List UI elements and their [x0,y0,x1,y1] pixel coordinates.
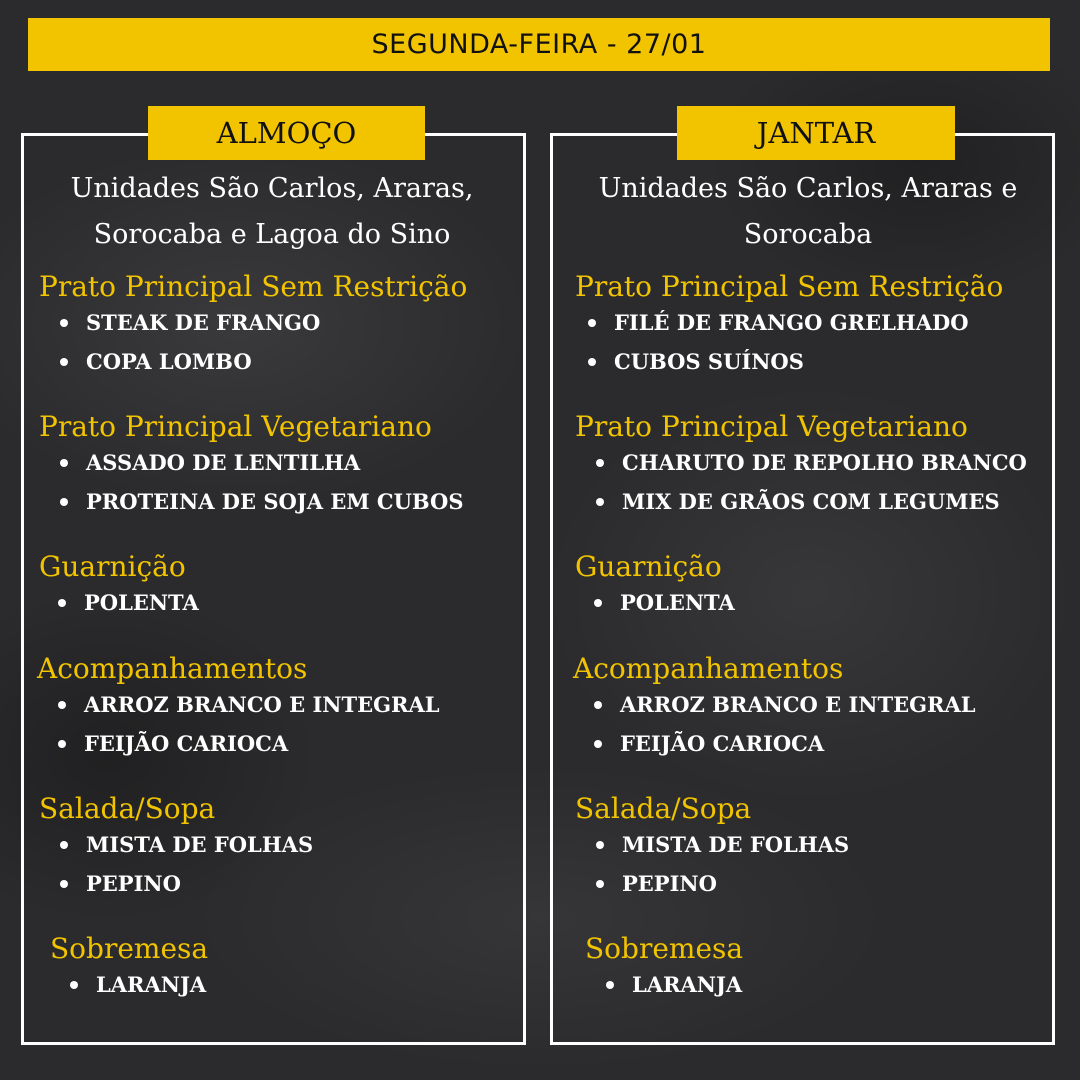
lunch-section-title: Sobremesa [50,932,209,965]
dinner-item [594,730,824,758]
lunch-item-text: FEIJÃO CARIOCA [84,731,289,756]
bullet-icon [606,981,614,989]
dinner-item-text: CHARUTO DE REPOLHO BRANCO [622,450,1027,475]
dinner-item-text: POLENTA [620,590,735,615]
lunch-item-text: ARROZ BRANCO E INTEGRAL [84,692,440,717]
dinner-item-text: MIX DE GRÃOS COM LEGUMES [622,489,1000,514]
bullet-icon [70,981,78,989]
bullet-icon [58,599,66,607]
bullet-icon [58,740,66,748]
bullet-icon [596,880,604,888]
bullet-icon [60,880,68,888]
bullet-icon [60,841,68,849]
dinner-item-text: CUBOS SUÍNOS [614,349,804,374]
lunch-item [60,488,464,516]
bullet-icon [60,459,68,467]
lunch-section-title: Acompanhamentos [37,652,308,685]
bullet-icon [594,701,602,709]
bullet-icon [588,319,596,327]
dinner-item [596,449,1027,477]
lunch-item-text: POLENTA [84,590,199,615]
dinner-section-title: Guarnição [575,550,722,583]
dinner-section-title: Acompanhamentos [573,652,844,685]
dinner-item [588,348,804,376]
lunch-item [60,831,313,859]
lunch-units-line2: Sorocaba e Lagoa do Sino [93,219,451,250]
bullet-icon [594,740,602,748]
lunch-section-title: Prato Principal Vegetariano [39,410,432,443]
lunch-item-text: MISTA DE FOLHAS [86,832,314,857]
dinner-section-title: Prato Principal Vegetariano [575,410,968,443]
bullet-icon [60,319,68,327]
lunch-item-text: STEAK DE FRANGO [86,310,321,335]
dinner-item-text: ARROZ BRANCO E INTEGRAL [620,692,976,717]
bullet-icon [60,498,68,506]
lunch-item [60,309,320,337]
dinner-label [677,106,955,160]
dinner-item [596,870,717,898]
lunch-label-text: ALMOÇO [216,116,357,150]
bullet-icon [596,841,604,849]
lunch-item [58,730,288,758]
lunch-item [60,870,181,898]
bullet-icon [60,358,68,366]
dinner-item [606,971,742,999]
dinner-item [596,488,1000,516]
dinner-units-line1: Unidades São Carlos, Araras e [598,173,1018,204]
lunch-item-text: ASSADO DE LENTILHA [86,450,361,475]
bullet-icon [596,498,604,506]
bullet-icon [58,701,66,709]
dinner-item [596,831,849,859]
lunch-item [70,971,206,999]
bullet-icon [594,599,602,607]
lunch-section-title: Prato Principal Sem Restrição [39,270,468,303]
lunch-item [60,348,252,376]
dinner-section-title: Sobremesa [585,932,744,965]
dinner-section-title: Prato Principal Sem Restrição [575,270,1004,303]
lunch-item-text: PEPINO [86,871,181,896]
lunch-section-title: Salada/Sopa [39,792,216,825]
dinner-label-text: JANTAR [756,116,876,150]
date-title: SEGUNDA-FEIRA - 27/01 [371,29,707,60]
dinner-item-text: LARANJA [632,972,743,997]
dinner-item [594,691,976,719]
bullet-icon [596,459,604,467]
lunch-section-title: Guarnição [39,550,186,583]
dinner-units-line2: Sorocaba [743,219,873,250]
dinner-units [558,166,1058,258]
lunch-units [22,166,522,258]
lunch-item [58,691,440,719]
dinner-item [594,589,735,617]
lunch-label [148,106,425,160]
dinner-item-text: FILÉ DE FRANGO GRELHADO [614,310,969,335]
lunch-units-line1: Unidades São Carlos, Araras, [70,173,474,204]
bullet-icon [588,358,596,366]
lunch-item [58,589,199,617]
dinner-section-title: Salada/Sopa [575,792,752,825]
lunch-item-text: COPA LOMBO [86,349,252,374]
dinner-item-text: MISTA DE FOLHAS [622,832,850,857]
lunch-item [60,449,360,477]
dinner-item-text: FEIJÃO CARIOCA [620,731,825,756]
lunch-item-text: LARANJA [96,972,207,997]
lunch-item-text: PROTEINA DE SOJA EM CUBOS [86,489,464,514]
date-banner [28,18,1050,71]
dinner-item-text: PEPINO [622,871,717,896]
dinner-item [588,309,969,337]
